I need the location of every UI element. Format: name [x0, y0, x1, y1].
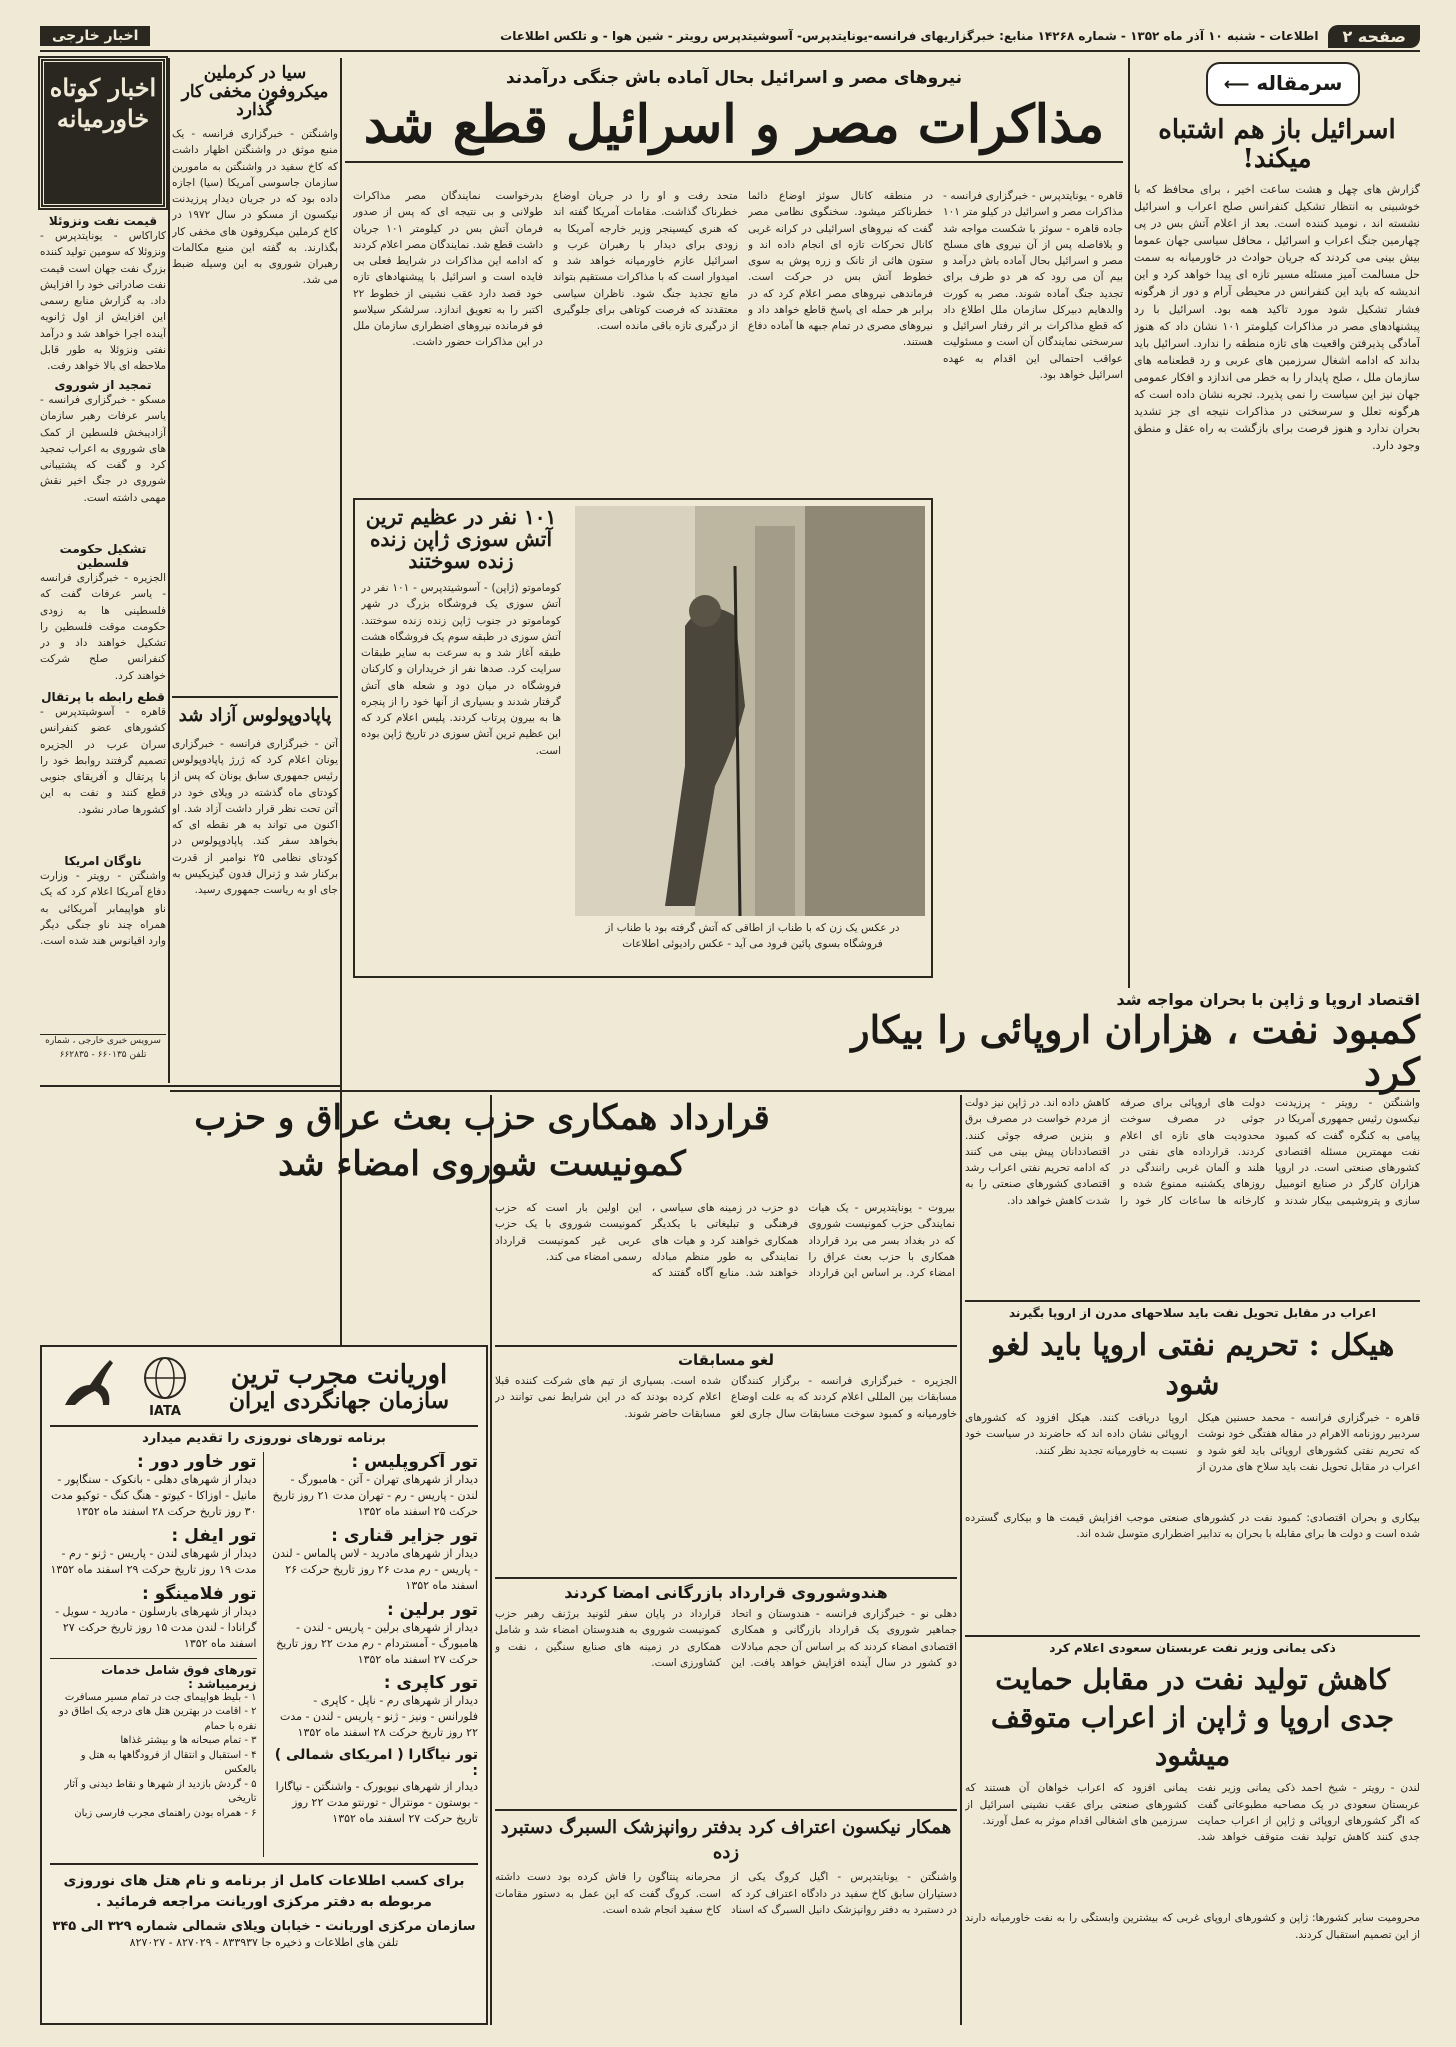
fire-photo-image [575, 506, 925, 916]
services-title: تورهای فوق شامل خدمات زیرمیباشد : [101, 1662, 257, 1691]
fire-story-body: کوماموتو (ژاپن) - آسوشیتدپرس - ۱۰۱ نفر در آتش سوزی یک فروشگاه بزرگ در شهر کوماموتو در جنوب ژاپن زنده زنده سوختند. آتش سوزی در طبقه سوم یک فروشگاه هشت طبقه آغاز شد و به سرعت به سایر طبقات سرایت کرد. صدها نفر از خریداران و کارکنان فروشگاه در میان دود و شعله های آتش گرفتار شدند و بسیاری از آنها خود را از پنجره ها به بیرون پرتاب کردند. پلیس اعلام کرد که این عظیم ترین آتش سوزی در تاریخ ژاپن بوده است. [361, 582, 561, 757]
globe-icon [143, 1356, 187, 1400]
kremlin-headline: سیا در کرملین میکروفون مخفی کار گذارد [181, 63, 329, 121]
service-item: ۶ - همراه بودن راهنمای مجرب فارسی زبان [74, 1807, 257, 1819]
oil-story-body: واشنگتن - رویتر - پرزیدنت نیکسون رئیس جمهوری آمریکا در پیامی به کنگره گفت که کمبود نفت مهمترین مسئله اقتصادی کشورهای صنعتی است. در اروپا هزاران کارگر در صنایع اتومبیل سازی و پتروشیمی بیکار شدند و دولت های اروپائی برای صرفه جوئی در مصرف سوخت محدودیت های تازه ای اعلام کردند. قرارداده های نفتی در هلند و آلمان غربی رانندگی در روزهای یکشنبه ممنوع شده و کارخانه ها ساعات کار خود را کاهش داده اند. در ژاپن نیز دولت از مردم خواست در مصرف برق و بنزین صرفه جوئی کنند. اقتصاددانان پیش بینی می کنند که ادامه تحریم نفتی اعراب رشد اقتصادی کشورهای صنعتی را به شدت کاهش خواهد داد. [965, 1097, 1420, 1207]
heikal-story-kicker: اعراب در مقابل تحویل نفت باید سلاحهای مدرن از اروپا بگیرند [1008, 1306, 1377, 1320]
india-story [495, 1577, 957, 1809]
fire-photo [575, 506, 925, 916]
ad-phone: تلفن های اطلاعات و ذخیره جا ۸۳۳۹۳۷ - ۸۲۷۰۲۹ - ۸۲۷۰۲۷ [129, 1936, 399, 1949]
oil-story-kicker: اقتصاد اروپا و ژاپن با بحران مواجه شد [1116, 990, 1420, 1009]
page-number-label: صفحه ۲ [1328, 25, 1420, 48]
tour-desc: دیدار از شهرهای تهران - آتن - هامبورگ - لندن - پاریس - رم - تهران مدت ۲۱ روز تاریخ حرکت ۲۵ اسفند ماه ۱۳۵۲ [272, 1473, 478, 1518]
ad-header [50, 1355, 478, 1427]
tour-title: تور فلامینگو : [142, 1583, 257, 1604]
short-news-item [40, 378, 166, 542]
tour-desc: دیدار از شهرهای مادرید - لاس پالماس - لندن - پاریس - رم مدت ۲۶ روز تاریخ حرکت ۲۶ اسفند ماه ۱۳۵۲ [272, 1546, 478, 1592]
tour-item [272, 1673, 479, 1741]
short-news-item-text: کاراکاس - یونایتدپرس - ونزوئلا که سومین تولید کننده بزرگ نفت جهان است قیمت نفت صادراتی خود را افزایش داد. به گزارش منابع رسمی این افزایش از اول ژانویه آینده اجرا خواهد شد و درآمد نفتی ونزوئلا به طور قابل ملاحظه ای بالا خواهد رفت. [40, 230, 166, 373]
tour-title: تور خاور دور : [137, 1452, 257, 1472]
ad-org: سازمان جهانگردی ایران [228, 1388, 450, 1415]
india-story-headline: هندوشوروی قرارداد بازرگانی امضا کردند [564, 1583, 888, 1602]
service-item: ۲ - اقامت در بهترین هتل های درجه یک اطاق دو نفره با حمام [58, 1706, 257, 1732]
tour-item [272, 1452, 479, 1520]
fire-story-text [361, 506, 561, 971]
main-story-col-2: در منطقه کانال سوئز اوضاع دائما خطرناکتر میشود. سخنگوی نظامی مصر گفت که نیروهای اسرائیلی در کرانه غربی کانال تحرکات تازه ای انجام داده اند و ستون هائی از تانک و زره پوش به سوی خطوط آتش بس در حرکت است. فرماندهی نیروهای مصر اعلام کرد که در برابر هر حمله ای پاسخ قاطع خواهد داد و نیروهای مصری در تمام جبهه ها آماده دفاع هستند. [748, 190, 933, 349]
nixon-story [495, 1809, 957, 2026]
main-story-col-1: قاهره - یونایتدپرس - خبرگزاری فرانسه - مذاکرات مصر و اسرائیل در کیلو متر ۱۰۱ جاده قاهره - سوئز با شکست مواجه شد و بلافاصله پس از آن نیروی های مسلح مصر و اسرائیل بحال آماده باش درآمد و بیم آن می رود که هر دو طرف برای تجدید جنگ آماده شوند. مصر به کورت والدهایم دبیرکل سازمان ملل اطلاع داد که قطع مذاکرات بر اثر رفتار اسرائیل و سرسختی نمایندگان آن است و مسئولیت عواقب احتمالی این اقدام به عهده اسرائیل خواهد بود. [943, 190, 1123, 381]
india-story-body: دهلی نو - خبرگزاری فرانسه - هندوستان و اتحاد جماهیر شوروی یک قرارداد بازرگانی و همکاری اقتصادی امضاء کردند که بر اساس آن حجم مبادلات دو کشور در سال آینده افزایش خواهد یافت. این قرارداد در پایان سفر لئونید برژنف رهبر حزب کمونیست شوروی به هندوستان امضاء شد و شامل همکاری در زمینه های صنایع سنگین ، نفت و کشاورزی است. [495, 1608, 957, 1669]
short-news-banner [40, 58, 166, 208]
editorial-tag-label: سرمقاله [1256, 71, 1343, 95]
short-news-item-text: قاهره - آسوشیتدپرس - کشورهای عضو کنفرانس سران عرب در الجزیره تصمیم گرفتند روابط خود را با پرتقال و آفریقای جنوبی قطع کنند و نفت به این کشورها صادر نشود. [40, 706, 166, 816]
saudi-story-headline: کاهش تولید نفت در مقابل حمایت جدی اروپا و ژاپن از اعراب متوقف میشود [990, 1663, 1395, 1772]
tour-title: تور آکروپلیس : [351, 1452, 478, 1472]
papadopoulos-headline: پاپادوپولوس آزاد شد [172, 696, 338, 726]
main-story-headline: مذاکرات مصر و اسرائیل قطع شد [345, 96, 1123, 163]
tour-desc: دیدار از شهرهای لندن - پاریس - ژنو - رم - مدت ۱۹ روز تاریخ حرکت ۲۹ اسفند ماه ۱۳۵۲ [50, 1546, 257, 1576]
short-news-item [40, 854, 166, 988]
editorial-title: اسرائیل باز هم اشتباه میکند! [1158, 115, 1396, 174]
tour-item [272, 1526, 479, 1594]
fire-story-headline: ۱۰۱ نفر در عظیم ترین آتش سوزی ژاپن زنده زنده سوختند [365, 505, 557, 573]
iata-logo [130, 1356, 200, 1419]
tour-desc: دیدار از شهرهای رم - ناپل - کاپری - فلورانس - ونیز - ژنو - پاریس - لندن - مدت ۲۲ روز تاریخ حرکت ۲۸ اسفند ماه ۱۳۵۲ [279, 1694, 478, 1740]
saudi-story-body: لندن - رویتر - شیخ احمد ذکی یمانی وزیر نفت عربستان سعودی در یک مصاحبه مطبوعاتی گفت که اگر کشورهای اروپائی و ژاپن از اعراب حمایت جدی کنند کاهش تولید نفت متوقف خواهد شد. یمانی افزود که اعراب خواهان آن هستند که کشورهای صنعتی برای عقب نشینی اسرائیل از سرزمین های اشغالی اقدام موثر به عمل آورند. [965, 1782, 1420, 1844]
editorial [1134, 58, 1420, 993]
orient-ad [40, 1345, 488, 2025]
service-item: ۳ - تمام صبحانه ها و بیشتر غذاها [120, 1735, 257, 1746]
tours-right-list [272, 1452, 479, 1857]
main-story-col-4: بدرخواست نمایندگان مصر مذاکرات طولانی و بی نتیجه ای که پس از صدور فرمان آتش بس در کیلومتر ۱۰۱ جریان داشت قطع شد. نمایندگان مصر اعلام کردند که ادامه این مذاکرات در شرایط فعلی بی فایده است و اسرائیل با پیشنهادهای تازه خود قصد دارد عقب نشینی از خطوط ۲۲ اکتبر را به تعویق اندازد. سرلشکر سیلاسو فو فرمانده نیروهای اضطراری سازمان ملل در این مذاکرات حضور داشت. [353, 190, 543, 349]
tour-title: تور جزایر قناری : [331, 1525, 478, 1546]
tour-title: تور نیاگارا ( امریکای شمالی ) : [274, 1747, 478, 1780]
heikal-story [965, 1300, 1420, 1630]
issue-line: اطلاعات - شنبه ۱۰ آذر ماه ۱۳۵۲ - شماره ۱۴۲۶۸ منابع: خبرگزاریهای فرانسه-یونایتدپرس- آسوشیتدپرس رویتر - شین هوا - و تلکس اطلاعات [500, 29, 1319, 43]
ad-cta: برای کسب اطلاعات کامل از برنامه و نام هتل های نوروزی مربوطه به دفتر مرکزی اوریانت مراجعه فرمائید . [50, 1863, 478, 1913]
tour-desc: دیدار از شهرهای نیویورک - واشنگتن - نیاگارا - بوستون - مونترال - تورنتو مدت ۲۲ روز تاریخ حرکت ۲۷ اسفند ماه ۱۳۵۲ [275, 1780, 478, 1826]
saudi-story [965, 1635, 1420, 2025]
main-story-col-3: متحد رفت و او را در جریان اوضاع خطرناک گذاشت. مقامات آمریکا گفته اند که هنری کیسینجر وزیر خارجه آمریکا به زودی برای دیدار با رهبران عرب و اسرائیل عازم خاورمیانه خواهد شد و امیدوار است که با مذاکرات مستقیم بتواند مانع تجدید جنگ شود. ناظران سیاسی معتقدند که فرصت کوتاهی برای جلوگیری از درگیری تازه باقی مانده است. [553, 190, 738, 333]
side-column [172, 58, 338, 1083]
heikal-story-headline: هیکل : تحریم نفتی اروپا باید لغو شود [990, 1328, 1395, 1402]
short-news-item-title: ناوگان امریکا [64, 854, 142, 868]
heikal-story-body: قاهره - خبرگزاری فرانسه - محمد حسنین هیکل سردبیر روزنامه الاهرام در مقاله هفتگی خود نوشت که تحریم نفتی کشورهای اروپائی باید لغو شود و اعراب در مقابل تحویل نفت باید سلاح های مدرن از اروپا دریافت کنند. هیکل افزود که کشورهای اروپائی نشان داده اند که حاضرند در سیاست خود نسبت به خاورمیانه تجدید نظر کنند. [965, 1412, 1420, 1473]
tour-title: تور برلین : [386, 1599, 478, 1620]
kremlin-body: واشنگتن - خبرگزاری فرانسه - یک منبع موثق در واشنگتن اظهار داشت که کاخ سفید در واشنگتن به مامورین سازمان جاسوسی آمریکا (سیا) اجازه داده بود که در جریان دیدار پرزیدنت نیکسون از مسکو در سال ۱۹۷۲ در کاخ کرملین میکروفون های مخفی کار بگذارند. به گفته این منبع مکالمات رهبران شوروی به این وسیله ضبط می شد. [172, 128, 338, 287]
editorial-body: گزارش های چهل و هشت ساعت اخیر ، برای محافظ که با خوشبینی به انتظار تشکیل کنفرانس صلح اعراب و اسرائیل نشسته اند ، نومید کننده است. بعد از اعلام آتش بس در پی چهارمین جنگ اعراب و اسرائیل ، محافل سیاسی جهان عموما بیش بینی می کردند که جریان حوادث در خاورمیانه به سمت حل مسالمت آمیز مسئله مسیر تازه ای پیدا خواهد کرد و این اندیشه که باید این کنفرانس در محیطی آرام و دور از هرگونه فشار تشکیل شود مورد تاکید همه بود. اسرائیل با رد پیشنهادهای مصر در مذاکرات کیلومتر ۱۰۱ نشان داد که هنوز آمادگی پذیرفتن واقعیت های تازه منطقه را ندارد. اسرائیل باید بداند که ادامه اشغال سرزمین های عربی و رد قطعنامه های سازمان ملل ، صلح پایدار را به خطر می اندازد و افکار عمومی جهان نیز این سیاست را نمی پذیرد. تجربه نشان داده است که هرگونه تعلل و سرسختی در مذاکرات نتیجه ای جز تشدید بحران ندارد و هنوز فرصت برای بازگشت به راه عقل و منطق وجود دارد. [1134, 183, 1420, 452]
short-news [40, 58, 166, 1083]
fire-story [353, 498, 933, 978]
tour-item [272, 1600, 479, 1668]
heikal-story-body-2: بیکاری و بحران اقتصادی: کمبود نفت در کشورهای صنعتی موجب افزایش قیمت ها و بیکاری گسترده شده است و دولت ها برای مقابله با بحران به تدابیر اضطراری متوسل شده اند. [965, 1512, 1420, 1541]
editorial-tag [1206, 62, 1360, 106]
tour-item [50, 1584, 257, 1652]
papadopoulos-body: آتن - خبرگزاری فرانسه - خبرگزاری یونان اعلام کرد که ژرژ پاپادوپولوس رئیس جمهوری سابق یونان که پس از کودتای ماه گذشته در ویلای خود در آتن تحت نظر قرار داشت آزاد شد. او اکنون می تواند به هر نقطه ای که بخواهد سفر کند. پاپادوپولوس در کودتای نظامی ۲۵ نوامبر از قدرت برکنار شد و ژنرال فدون گیزیکیس به جای او به ریاست جمهوری رسید. [172, 737, 338, 897]
section-label: اخبار خارجی [40, 26, 150, 46]
service-item: ۱ - بلیط هواپیمای جت در تمام مسیر مسافرت [64, 1691, 257, 1703]
nixon-story-headline: همکار نیکسون اعتراف کرد بدفتر روانپزشک السبرگ دستبرد زده [500, 1817, 952, 1864]
oil-story [800, 990, 1420, 1094]
tour-desc: دیدار از شهرهای برلین - پاریس - لندن - هامبورگ - آمستردام - رم مدت ۲۲ روز تاریخ حرکت ۲۷ اسفند ماه ۱۳۵۲ [276, 1620, 478, 1666]
ad-tagline: برنامه تورهای نوروزی را تقدیم میدارد [142, 1431, 386, 1446]
ad-brand: اوریانت مجرب ترین [230, 1359, 448, 1390]
page-header [40, 22, 1420, 52]
saudi-story-kicker: ذکی یمانی وزیر نفت عربستان سعودی اعلام کرد [1049, 1641, 1336, 1655]
fire-photo-caption: در عکس یک زن که با طناب از اطاقی که آتش گرفته بود با طناب از فروشگاه بسوی پائین فرود می آید - عکس رادیوئی اطلاعات [605, 922, 900, 951]
short-news-item [40, 690, 166, 854]
short-news-list [40, 214, 166, 1034]
tour-item [50, 1452, 257, 1520]
short-news-item-text: مسکو - خبرگزاری فرانسه - یاسر عرفات رهبر سازمان آزادیبخش فلسطین از کمک های شوروی به اعراب تمجید کرد و گفت که پشتیبانی شوروی در جنگ اخیر نقش مهمی داشته است. [40, 394, 166, 504]
tours-left-list [50, 1452, 264, 1857]
algiers-story-body: الجزیره - خبرگزاری فرانسه - برگزار کنندگان مسابقات بین المللی اعلام کردند که به علت اوضاع خاورمیانه و کمبود سوخت مسابقات سال جاری لغو شده است. بسیاری از تیم های شرکت کننده قبلا اعلام کرده بودند که در این شرایط نمی توانند در مسابقات حاضر شوند. [495, 1375, 957, 1420]
algiers-story [495, 1345, 957, 1577]
gazelle-icon [55, 1355, 125, 1415]
algiers-story-headline: لغو مسابقات [677, 1351, 775, 1369]
short-news-item [40, 542, 166, 690]
iraq-story-body: بیروت - یونایتدپرس - یک هیات نمایندگی حزب کمونیست شوروی که در بغداد بسر می برد قرارداد همکاری با حزب بعث عراق را امضاء کرد. بر اساس این قرارداد دو حزب در زمینه های سیاسی ، فرهنگی و تبلیغاتی با یکدیگر همکاری خواهند کرد و هیات های نمایندگی به طور منظم مبادله خواهند شد. منابع آگاه گفتند که این اولین بار است که حزب کمونیست شوروی با یک حزب عربی غیر کمونیست قرارداد رسمی امضاء می کند. [495, 1202, 955, 1280]
tour-desc: دیدار از شهرهای بارسلون - مادرید - سویل - گرانادا - لندن مدت ۱۵ روز تاریخ حرکت ۲۷ اسفند ماه ۱۳۵۲ [55, 1604, 257, 1650]
oil-story-headline: کمبود نفت ، هزاران اروپائی را بیکار کرد [851, 1007, 1420, 1094]
service-item: ۴ - استقبال و انتقال از فرودگاهها به هتل و بالعکس [80, 1749, 257, 1775]
main-story-kicker: نیروهای مصر و اسرائیل بحال آماده باش جنگی درآمدند [505, 68, 963, 88]
services [50, 1658, 257, 1822]
tour-item [50, 1526, 257, 1578]
main-story [345, 58, 1123, 988]
middle-lower [495, 1345, 957, 2025]
short-news-item-title: تشکیل حکومت فلسطین [59, 542, 147, 570]
tour-desc: دیدار از شهرهای دهلی - بانکوک - سنگاپور - مانیل - اوزاکا - کیوتو - هنگ کنگ - توکیو مدت ۳۰ روز تاریخ حرکت ۲۸ اسفند ماه ۱۳۵۲ [51, 1473, 257, 1518]
tour-title: تور ایفل : [171, 1525, 257, 1546]
short-news-title: اخبار کوتاه خاورمیانه [49, 73, 157, 134]
nixon-story-body: واشنگتن - یونایتدپرس - اگیل کروگ یکی از دستیاران سابق کاخ سفید در دادگاه اعتراف کرد که در دستبرد به دفتر روانپزشک دانیل السبرگ که اسناد محرمانه پنتاگون را فاش کرده بود دست داشته است. کروگ گفت که این عمل به دستور مقامات کاخ سفید انجام شده است. [495, 1871, 957, 1916]
saudi-story-body-2: محرومیت سایر کشورها: ژاپن و کشورهای اروپای غربی که بیشترین وابستگی را به نفت خاورمیانه دارند از این تصمیم استقبال کردند. [965, 1912, 1420, 1941]
iraq-story-headline: قرارداد همکاری حزب بعث عراق و حزب کمونیست شوروی امضاء شد [194, 1098, 770, 1184]
tour-item [272, 1747, 479, 1827]
short-news-credit: سرویس خبری خارجی ، شماره تلفن ۶۶۰۱۳۵ - ۶۶۲۸۳۵ [40, 1034, 166, 1075]
arrow-left-icon: ⟵ [1223, 74, 1250, 95]
short-news-item-text: الجزیره - خبرگزاری فرانسه - یاسر عرفات گفت که فلسطینی ها به زودی حکومت موقت فلسطین را تشکیل خواهند داد و در کنفرانس صلح شرکت خواهند کرد. [40, 572, 166, 682]
ad-address: سازمان مرکزی اوریانت - خیابان ویلای شمالی شماره ۳۲۹ الی ۳۴۵ [52, 1919, 476, 1934]
service-item: ۵ - گردش بازدید از شهرها و نقاط دیدنی و آثار تاریخی [64, 1778, 257, 1804]
short-news-item-title: قطع رابطه با پرتقال [41, 690, 165, 704]
tour-title: تور کاپری : [383, 1673, 478, 1694]
short-news-item [40, 214, 166, 378]
iata-label: IATA [149, 1403, 181, 1419]
short-news-item-title: قیمت نفت ونزوئلا [48, 214, 158, 228]
short-news-item-title: تمجید از شوروی [54, 378, 152, 392]
short-news-item-text: واشنگتن - رویتر - وزارت دفاع آمریکا اعلام کرد که یک ناو هواپیمابر آمریکائی به همراه چند ناو جنگی دیگر وارد اقیانوس هند شده است. [40, 870, 166, 948]
gazelle-logo [50, 1355, 130, 1419]
